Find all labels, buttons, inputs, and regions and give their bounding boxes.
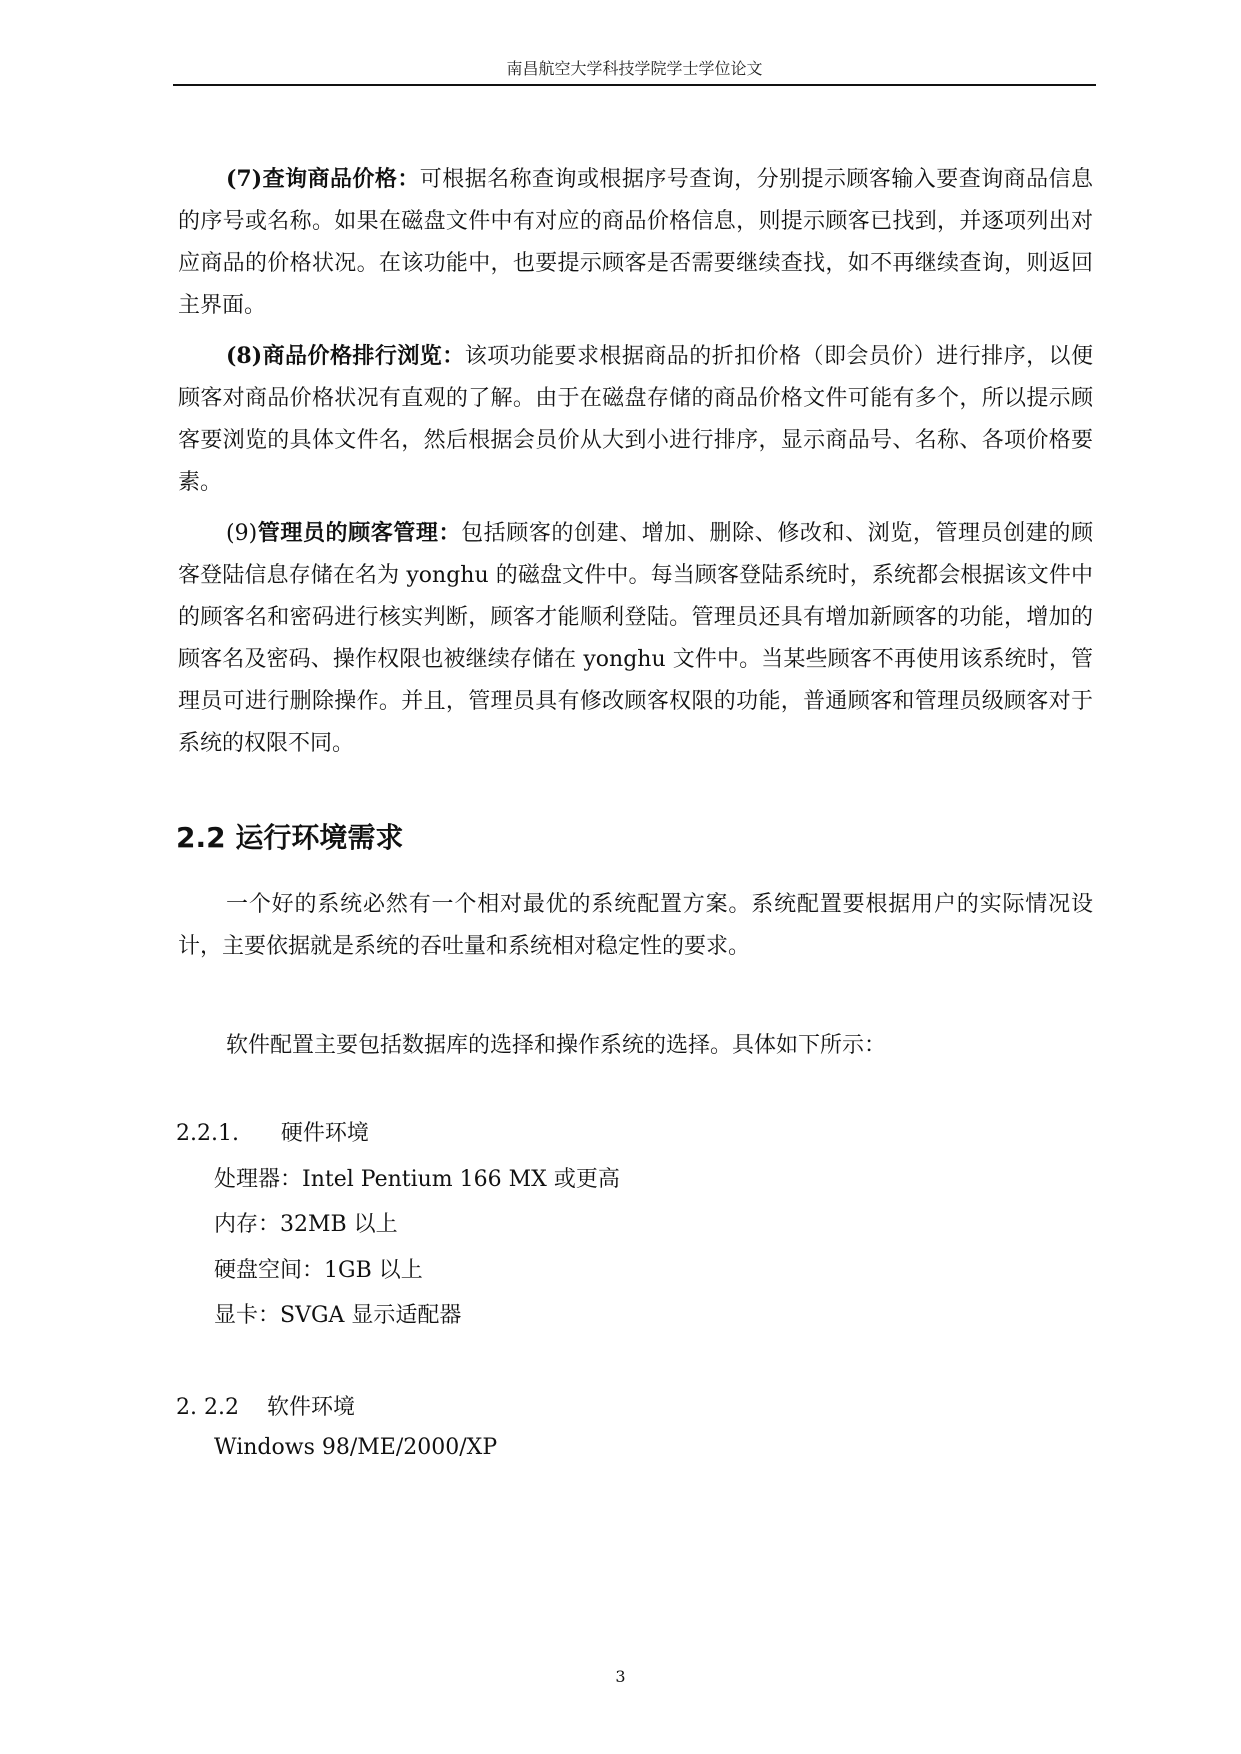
paragraph-label: (8)商品价格排行浏览： bbox=[226, 343, 465, 369]
software-note: 软件配置主要包括数据库的选择和操作系统的选择。具体如下所示： bbox=[226, 1033, 887, 1058]
section-heading: 2.2 运行环境需求 bbox=[176, 821, 404, 854]
hardware-item-cpu: 处理器：Intel Pentium 166 MX 或更高 bbox=[214, 1167, 620, 1192]
intro-paragraph: 一个好的系统必然有一个相对最优的系统配置方案。系统配置要根据用户的实际情况设计，主要依据就是系统的吞吐量和系统相对稳定性的要求。 bbox=[178, 892, 1093, 959]
page-number: 3 bbox=[615, 1667, 626, 1686]
paragraph-label: 管理员的顾客管理： bbox=[257, 520, 462, 546]
software-item-os: Windows 98/ME/2000/XP bbox=[214, 1435, 498, 1460]
hardware-item-display: 显卡：SVGA 显示适配器 bbox=[214, 1303, 462, 1328]
paragraph-number: (9) bbox=[226, 521, 258, 546]
header-rule bbox=[173, 84, 1096, 86]
hardware-heading: 2.2.1. 硬件环境 bbox=[176, 1121, 369, 1146]
software-heading: 2. 2.2 软件环境 bbox=[176, 1395, 355, 1420]
paragraph-price-ranking bbox=[178, 335, 1093, 504]
paragraph-customer-management bbox=[178, 512, 1093, 765]
paragraph-text: 该项功能要求根据商品的折扣价格（即会员价）进行排序，以便顾客对商品价格状况有直观的了解。由于在磁盘存储的商品价格文件可能有多个，所以提示顾客要浏览的具体文件名，然后根据会员价从大到小进行排序，显示商品号、名称、各项价格要素。 bbox=[178, 344, 1093, 495]
page-header: 南昌航空大学科技学院学士学位论文 bbox=[506, 59, 763, 78]
paragraph-text: 可根据名称查询或根据序号查询，分别提示顾客输入要查询商品信息的序号或名称。如果在磁盘文件中有对应的商品价格信息，则提示顾客已找到，并逐项列出对应商品的价格状况。在该功能中，也要提示顾客是否需要继续查找，如不再继续查询，则返回主界面。 bbox=[178, 167, 1093, 318]
paragraph-text: 包括顾客的创建、增加、删除、修改和、浏览，管理员创建的顾客登陆信息存储在名为 yonghu 的磁盘文件中。每当顾客登陆系统时，系统都会根据该文件中的顾客名和密码进行核实判断，顾客才能顺利登陆。管理员还具有增加新顾客的功能，增加的顾客名及密码、操作权限也被继续存储在 yonghu 文件中。当某些顾客不再使用该系统时，管理员可进行删除操作。并且，管理员具有修改顾客权限的功能，普通顾客和管理员级顾客对于系统的权限不同。 bbox=[178, 521, 1093, 756]
hardware-item-disk: 硬盘空间：1GB 以上 bbox=[214, 1258, 423, 1283]
paragraph-label: (7)查询商品价格： bbox=[226, 166, 420, 192]
hardware-item-memory: 内存：32MB 以上 bbox=[214, 1212, 398, 1237]
paragraph-query-price bbox=[178, 158, 1093, 327]
